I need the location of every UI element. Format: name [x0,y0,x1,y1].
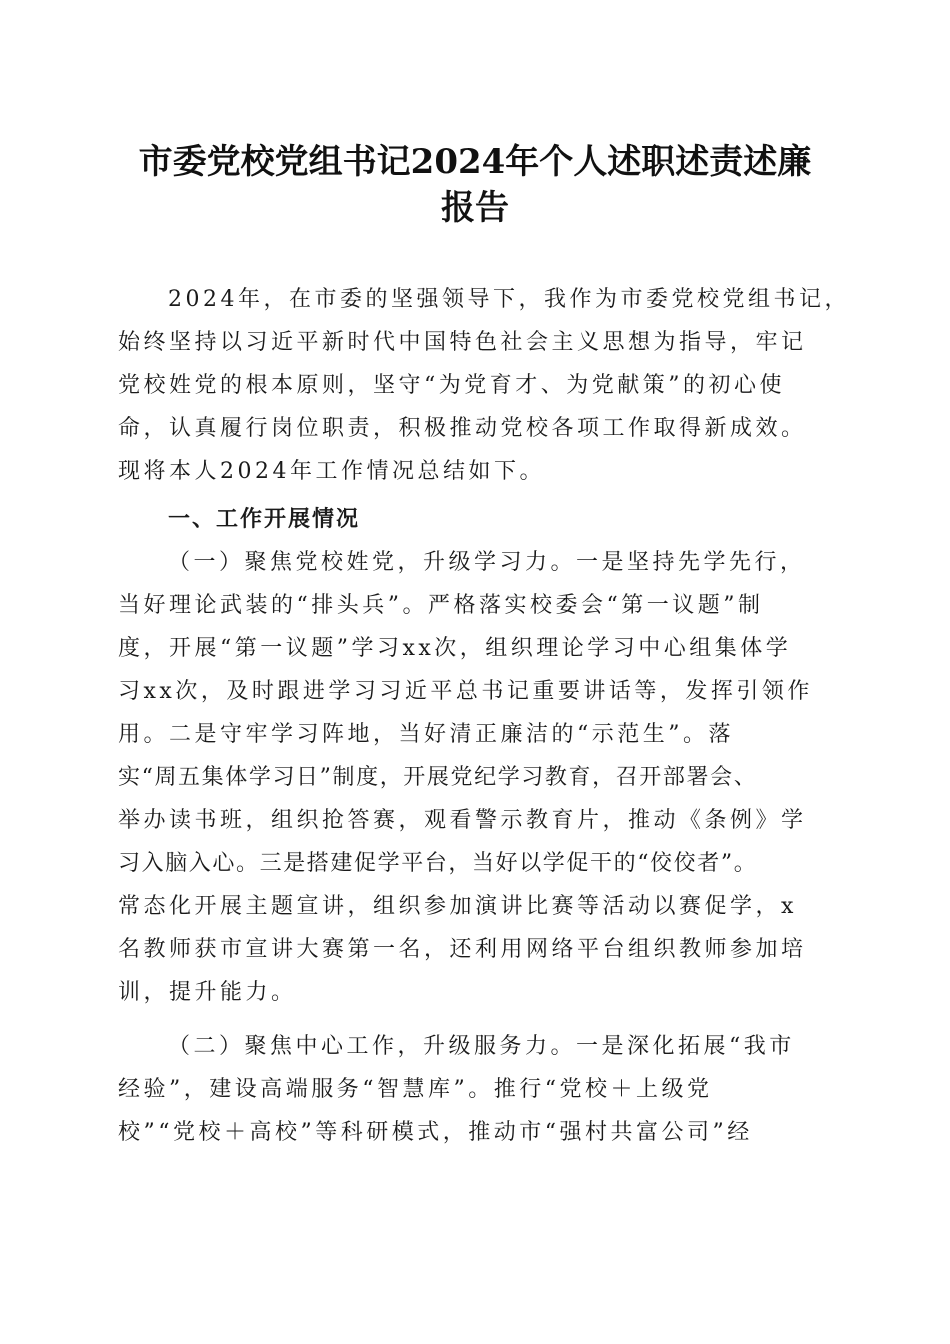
paragraph-line: 用。二是守牢学习阵地，当好清正廉洁的“示范生”。落 [118,722,734,747]
section-heading: 一、工作开展情况 [168,507,361,532]
paragraph-line: 经验”，建设高端服务“智慧库”。推行“党校＋上级党 [118,1077,713,1102]
document-title-line-2: 报告 [441,188,509,228]
paragraph-line: 始终坚持以习近平新时代中国特色社会主义思想为指导，牢记 [118,330,807,355]
paragraph-line: 实“周五集体学习日”制度，开展党纪学习教育，召开部署会、 [118,765,758,790]
paragraph-line: （二）聚焦中心工作，升级服务力。一是深化拓展“我市 [168,1034,795,1059]
paragraph-line: 命，认真履行岗位职责，积极推动党校各项工作取得新成效。 [118,416,807,441]
paragraph-line: 举办读书班，组织抢答赛，观看警示教育片，推动《条例》学 [118,808,807,833]
paragraph-line: 常态化开展主题宣讲，组织参加演讲比赛等活动以赛促学，x [118,894,797,919]
paragraph-line: 校”“党校＋高校”等科研模式，推动市“强村共富公司”经 [118,1120,753,1145]
paragraph-line: 度，开展“第一议题”学习xx次，组织理论学习中心组集体学 [118,636,792,661]
paragraph-line: 2024年，在市委的坚强领导下，我作为市委党校党组书记， [168,287,850,312]
paragraph-line: 当好理论武装的“排头兵”。严格落实校委会“第一议题”制 [118,593,764,618]
paragraph-line: 党校姓党的根本原则，坚守“为党育才、为党献策”的初心使 [118,373,785,398]
paragraph-line: 习xx次，及时跟进学习习近平总书记重要讲话等，发挥引领作 [118,679,813,704]
paragraph-line: 名教师获市宣讲大赛第一名，还利用网络平台组织教师参加培 [118,937,807,962]
paragraph-line: 训，提升能力。 [118,980,297,1005]
paragraph-line: （一）聚焦党校姓党，升级学习力。一是坚持先学先行， [168,550,806,575]
paragraph-line: 习入脑入心。三是搭建促学平台，当好以学促干的“佼佼者”。 [118,851,758,876]
paragraph-line: 现将本人2024年工作情况总结如下。 [118,459,545,484]
document-title-line-1: 市委党校党组书记2024年个人述职述责述廉 [138,142,812,182]
